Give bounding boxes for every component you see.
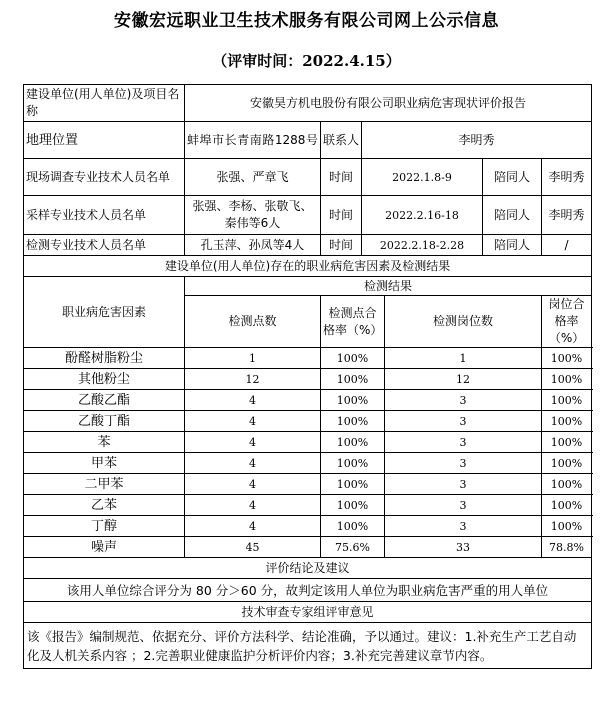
posts-cell: 3	[385, 453, 542, 474]
location-label: 地理位置	[24, 122, 185, 159]
location-value: 蚌埠市长青南路1288号	[185, 122, 321, 159]
factor-cell: 酚醛树脂粉尘	[24, 348, 185, 369]
info-table	[23, 84, 592, 669]
testing-label: 检测专业技术人员名单	[24, 235, 185, 256]
sampling-time: 2022.2.16-18	[362, 196, 483, 235]
sampling-row	[24, 196, 592, 235]
review-title-row	[24, 602, 592, 623]
posts-cell: 3	[385, 432, 542, 453]
document-title: 安徽宏远职业卫生技术服务有限公司网上公示信息	[114, 11, 499, 31]
points-cell: 4	[185, 432, 321, 453]
table-row	[24, 369, 592, 390]
points-cell: 4	[185, 516, 321, 537]
unit-value: 安徽昊方机电股份有限公司职业病危害现状评价报告	[185, 85, 592, 122]
factor-cell: 其他粉尘	[24, 369, 185, 390]
post-rate-header: 岗位合格率（%）	[542, 296, 592, 348]
table-row	[24, 411, 592, 432]
sampling-escort-label: 陪同人	[483, 196, 542, 235]
factor-cell: 乙苯	[24, 495, 185, 516]
points-header: 检测点数	[185, 296, 321, 348]
points-cell: 1	[185, 348, 321, 369]
post-rate-cell: 100%	[542, 453, 592, 474]
testing-escort-label: 陪同人	[483, 235, 542, 256]
factor-cell: 甲苯	[24, 453, 185, 474]
point-rate-header: 检测点合格率（%）	[321, 296, 385, 348]
post-rate-cell: 78.8%	[542, 537, 592, 558]
survey-row	[24, 159, 592, 196]
post-rate-cell: 100%	[542, 390, 592, 411]
survey-value: 张强、严章飞	[185, 159, 321, 196]
points-cell: 4	[185, 411, 321, 432]
testing-escort: /	[542, 235, 592, 256]
point-rate-cell: 100%	[321, 411, 385, 432]
points-cell: 4	[185, 474, 321, 495]
point-rate-cell: 100%	[321, 369, 385, 390]
testing-row	[24, 235, 592, 256]
table-row	[24, 537, 592, 558]
points-cell: 45	[185, 537, 321, 558]
factor-cell: 乙酸乙酯	[24, 390, 185, 411]
posts-cell: 3	[385, 495, 542, 516]
point-rate-cell: 100%	[321, 474, 385, 495]
points-cell: 4	[185, 453, 321, 474]
post-rate-cell: 100%	[542, 411, 592, 432]
sampling-value: 张强、李杨、张敬飞、秦伟等6人	[185, 196, 321, 235]
posts-cell: 1	[385, 348, 542, 369]
survey-time: 2022.1.8-9	[362, 159, 483, 196]
points-cell: 4	[185, 495, 321, 516]
factor-cell: 丁醇	[24, 516, 185, 537]
conclusion-row	[24, 579, 592, 602]
testing-value: 孔玉萍、孙凤等4人	[185, 235, 321, 256]
results-section-title: 建设单位(用人单位)存在的职业病危害因素及检测结果	[24, 256, 592, 277]
table-row	[24, 516, 592, 537]
table-row	[24, 474, 592, 495]
factor-cell: 噪声	[24, 537, 185, 558]
conclusion-title: 评价结论及建议	[24, 558, 592, 579]
project-row	[24, 85, 592, 122]
results-header-row	[24, 277, 592, 296]
posts-cell: 3	[385, 474, 542, 495]
factor-cell: 乙酸丁酯	[24, 411, 185, 432]
location-row	[24, 122, 592, 159]
post-rate-cell: 100%	[542, 495, 592, 516]
review-text: 该《报告》编制规范、依据充分、评价方法科学、结论准确，予以通过。建议：1.补充生产工艺自动化及人机关系内容 ；2.完善职业健康监护分析评价内容；3.补充完善建议章节内容。	[24, 623, 592, 669]
results-header: 检测结果	[185, 277, 592, 296]
point-rate-cell: 100%	[321, 348, 385, 369]
unit-label: 建设单位(用人单位)及项目名称	[24, 85, 185, 122]
posts-cell: 3	[385, 516, 542, 537]
review-title: 技术审查专家组评审意见	[24, 602, 592, 623]
post-rate-cell: 100%	[542, 348, 592, 369]
results-body	[24, 348, 592, 558]
factor-cell: 苯	[24, 432, 185, 453]
post-rate-cell: 100%	[542, 432, 592, 453]
sampling-label: 采样专业技术人员名单	[24, 196, 185, 235]
point-rate-cell: 75.6%	[321, 537, 385, 558]
contact-label: 联系人	[321, 122, 362, 159]
posts-cell: 12	[385, 369, 542, 390]
review-row	[24, 623, 592, 669]
posts-header: 检测岗位数	[385, 296, 542, 348]
review-date: （评审时间：2022.4.15）	[212, 52, 401, 70]
point-rate-cell: 100%	[321, 432, 385, 453]
sampling-escort: 李明秀	[542, 196, 592, 235]
sampling-time-label: 时间	[321, 196, 362, 235]
testing-time: 2022.2.18-2.28	[362, 235, 483, 256]
points-cell: 4	[185, 390, 321, 411]
post-rate-cell: 100%	[542, 369, 592, 390]
survey-escort: 李明秀	[542, 159, 592, 196]
factor-header: 职业病危害因素	[24, 277, 185, 348]
point-rate-cell: 100%	[321, 453, 385, 474]
posts-cell: 33	[385, 537, 542, 558]
post-rate-cell: 100%	[542, 516, 592, 537]
contact-value: 李明秀	[362, 122, 592, 159]
table-row	[24, 390, 592, 411]
results-section-row	[24, 256, 592, 277]
post-rate-cell: 100%	[542, 474, 592, 495]
conclusion-text: 该用人单位综合评分为 80 分＞60 分，故判定该用人单位为职业病危害严重的用人单位	[24, 579, 592, 602]
survey-label: 现场调查专业技术人员名单	[24, 159, 185, 196]
table-row	[24, 495, 592, 516]
points-cell: 12	[185, 369, 321, 390]
survey-escort-label: 陪同人	[483, 159, 542, 196]
testing-time-label: 时间	[321, 235, 362, 256]
factor-cell: 二甲苯	[24, 474, 185, 495]
posts-cell: 3	[385, 411, 542, 432]
table-row	[24, 453, 592, 474]
point-rate-cell: 100%	[321, 390, 385, 411]
survey-time-label: 时间	[321, 159, 362, 196]
posts-cell: 3	[385, 390, 542, 411]
point-rate-cell: 100%	[321, 516, 385, 537]
point-rate-cell: 100%	[321, 495, 385, 516]
table-row	[24, 432, 592, 453]
conclusion-title-row	[24, 558, 592, 579]
table-row	[24, 348, 592, 369]
